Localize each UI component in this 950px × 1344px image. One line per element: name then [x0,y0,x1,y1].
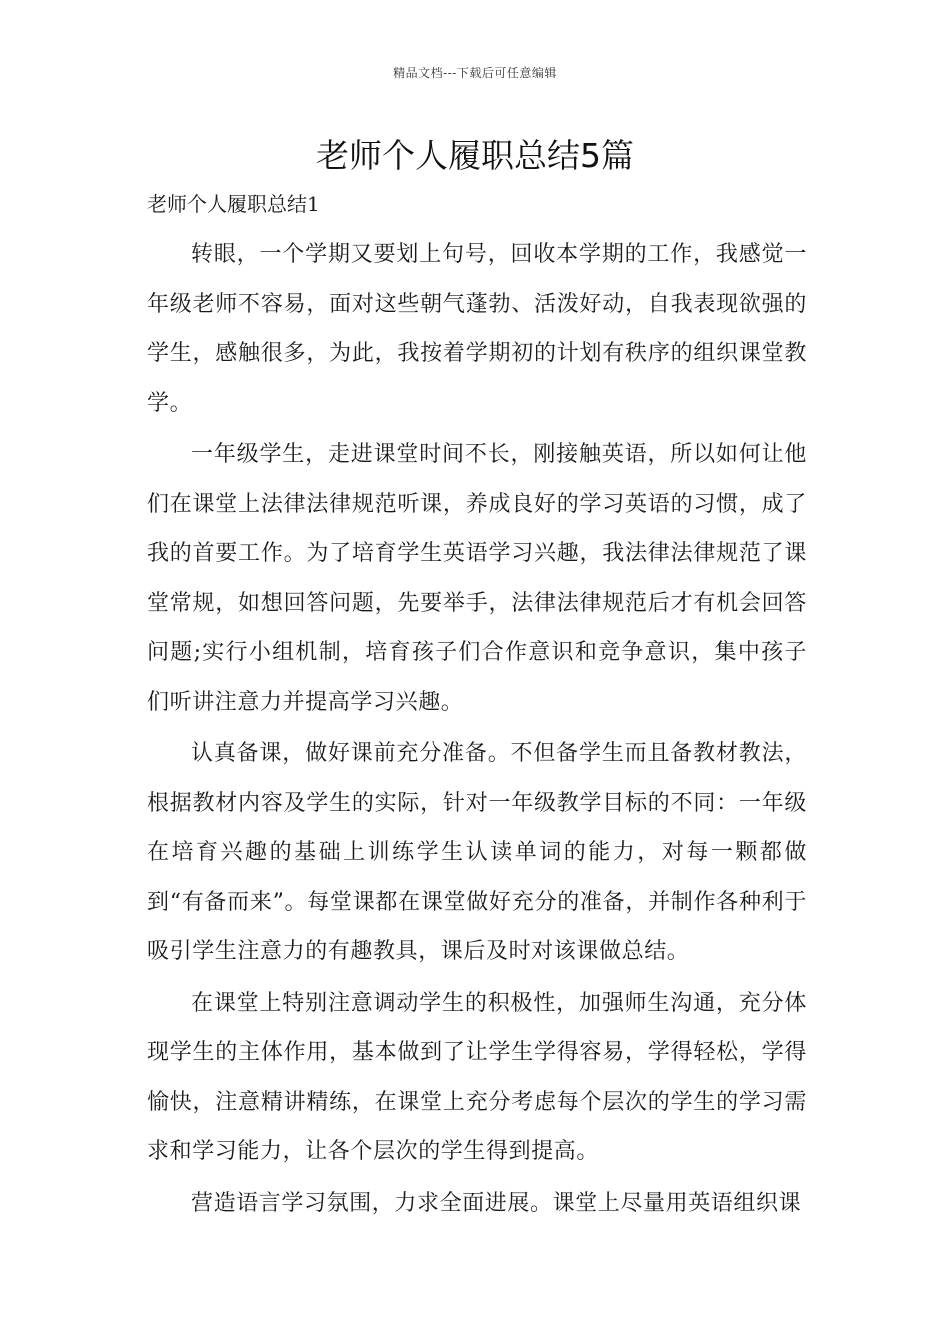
document-body [147,230,807,1230]
section-subtitle: 老师个人履职总结1 [147,192,320,216]
paragraph-4: 在课堂上特别注意调动学生的积极性，加强师生沟通，充分体现学生的主体作用，基本做到了让学生学得容易，学得轻松，学得愉快，注意精讲精练，在课堂上充分考虑每个层次的学生的学习需求和学习能力，让各个层次的学生得到提高。 [147,990,807,1164]
paragraph-1: 转眼，一个学期又要划上句号，回收本学期的工作，我感觉一年级老师不容易，面对这些朝气蓬勃、活泼好动，自我表现欲强的学生，感触很多，为此，我按着学期初的计划有秩序的组织课堂教学。 [147,242,807,416]
paragraph-3: 认真备课，做好课前充分准备。不但备学生而且备教材教法，根据教材内容及学生的实际，针对一年级教学目标的不同：一年级在培育兴趣的基础上训练学生认读单词的能力，对每一颗都做到“有备而来”。每堂课都在课堂做好充分的准备，并制作各种利于吸引学生注意力的有趣教具，课后及时对该课做总结。 [147,741,807,964]
header-note: 精品文档---下载后可任意编辑 [393,66,557,80]
paragraph-5: 营造语言学习氛围，力求全面进展。课堂上尽量用英语组织课 [191,1190,802,1216]
paragraph-2: 一年级学生，走进课堂时间不长，刚接触英语，所以如何让他们在课堂上法律法律规范听课，养成良好的学习英语的习惯，成了我的首要工作。为了培育学生英语学习兴趣，我法律法律规范了课堂常规，如想回答问题，先要举手，法律法律规范后才有机会回答问题;实行小组机制，培育孩子们合作意识和竞争意识，集中孩子们听讲注意力并提高学习兴趣。 [147,442,807,715]
document-title: 老师个人履职总结5篇 [316,136,634,175]
